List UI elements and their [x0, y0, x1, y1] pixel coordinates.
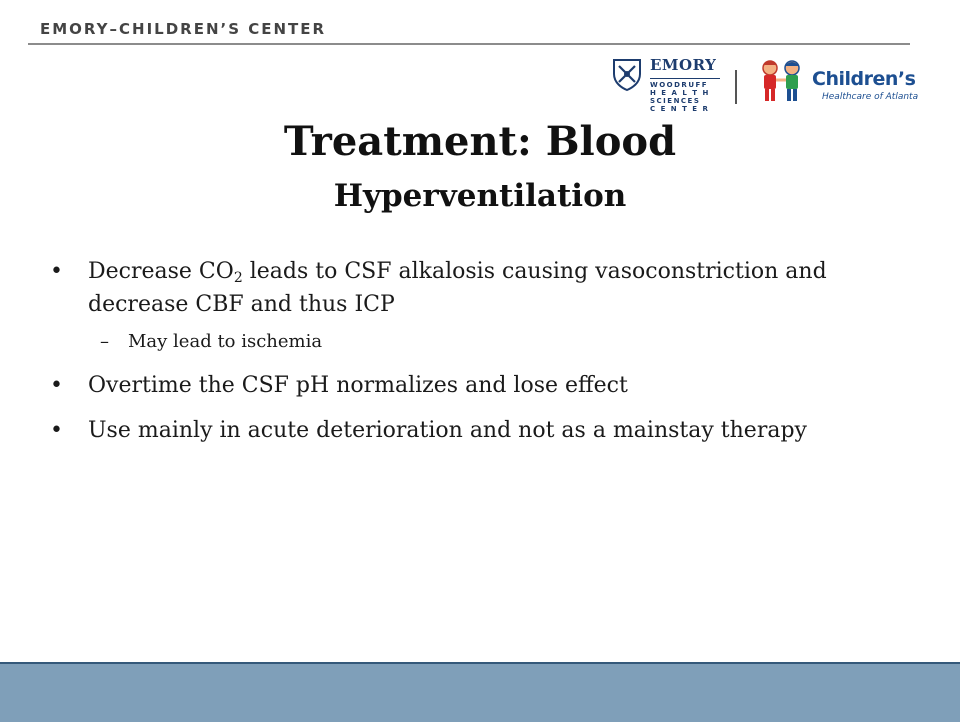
childrens-healthcare-logo: [752, 58, 922, 108]
bullet-item: [46, 369, 926, 402]
bullet-text: Decrease CO: [88, 259, 234, 284]
bullet-subscript: 2: [233, 270, 243, 286]
header-title: EMORY–CHILDREN’S CENTER: [40, 20, 327, 38]
emory-sub-line: C E N T E R: [650, 105, 710, 113]
emory-logo-subtitle: [650, 81, 730, 113]
emory-logo: [612, 56, 722, 126]
bullet-marker: •: [50, 418, 63, 443]
sub-bullet-text: May lead to ischemia: [128, 331, 323, 352]
logo-divider: [735, 70, 737, 104]
sub-bullet-item: [46, 329, 926, 355]
bullet-text: Use mainly in acute deterioration and not as a mainstay therapy: [88, 418, 807, 443]
emory-logo-rule: [650, 78, 720, 79]
emory-sub-line: SCIENCES: [650, 97, 701, 105]
bullet-item: [46, 255, 926, 321]
childrens-tagline: Healthcare of Atlanta: [822, 92, 919, 102]
slide-content: [46, 255, 926, 459]
emory-shield-icon: [612, 58, 642, 92]
bullet-text-continued: leads to CSF alkalosis causing vasoconstriction and decrease CBF and thus ICP: [88, 259, 827, 317]
bullet-item: [46, 414, 926, 447]
emory-sub-line: WOODRUFF: [650, 81, 709, 89]
children-figures-icon: [752, 58, 812, 104]
emory-wordmark: EMORY: [650, 56, 717, 74]
slide-title: Treatment: Blood: [283, 118, 677, 165]
header-divider: [28, 43, 910, 45]
bullet-marker: •: [50, 259, 63, 284]
childrens-wordmark: Children’s: [812, 68, 916, 90]
slide-subtitle: Hyperventilation: [333, 178, 627, 214]
bullet-text: Overtime the CSF pH normalizes and lose effect: [88, 373, 628, 398]
footer-bar: [0, 662, 960, 722]
bullet-marker: •: [50, 373, 63, 398]
emory-sub-line: H E A L T H: [650, 89, 710, 97]
sub-bullet-marker: –: [100, 331, 109, 352]
